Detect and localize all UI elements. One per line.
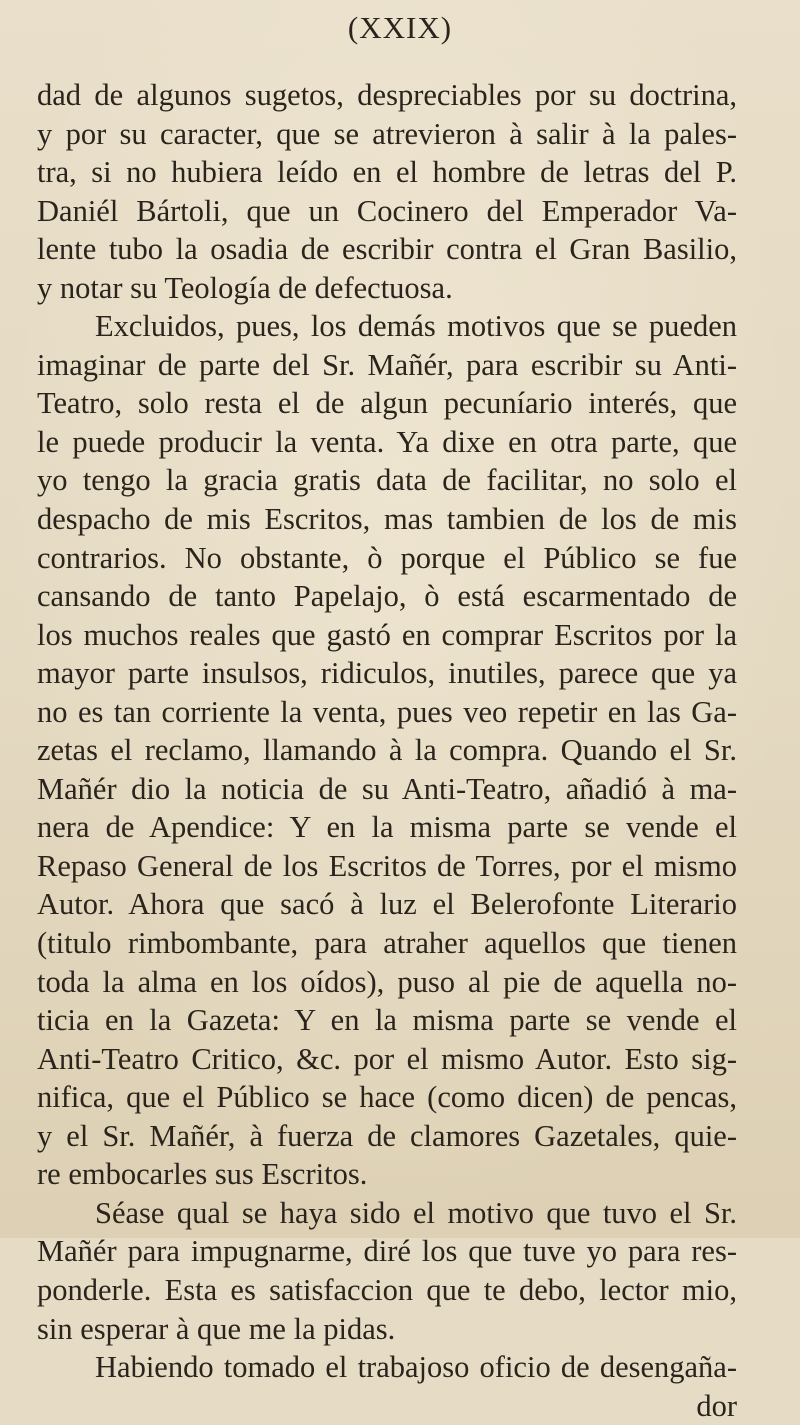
text-line: Séase qual se haya sido el motivo que tuvo el Sr. — [95, 1195, 737, 1230]
text-line: contrarios. No obstante, ò porque el Público se fue — [37, 540, 737, 575]
text-line: Anti-Teatro Critico, &c. por el mismo Autor. Esto sig- — [37, 1041, 737, 1076]
text-line: (titulo rimbombante, para atraher aquellos que tienen — [37, 926, 737, 961]
text-line: Teatro, solo resta el de algun pecuníario interés, que — [37, 386, 737, 421]
text-line: re embocarles sus Escritos. — [37, 1157, 368, 1192]
catchword: dor — [696, 1388, 737, 1423]
text-line: cansando de tanto Papelajo, ò está escarmentado de — [37, 579, 737, 614]
text-line: y notar su Teología de defectuosa. — [37, 270, 453, 305]
text-line: Daniél Bártoli, que un Cocinero del Emperador Va- — [37, 193, 737, 228]
text-line: dad de algunos sugetos, despreciables por su doctrina, — [37, 78, 737, 112]
text-line: Autor. Ahora que sacó à luz el Belerofonte Literario — [37, 887, 737, 922]
text-line: le puede producir la venta. Ya dixe en otra parte, que — [37, 424, 737, 459]
text-line: no es tan corriente la venta, pues veo repetir en las Ga- — [37, 694, 737, 729]
text-line: los muchos reales que gastó en comprar Escritos por la — [37, 617, 737, 652]
text-line: tra, si no hubiera leído en el hombre de letras del P. — [37, 155, 737, 190]
text-line: imaginar de parte del Sr. Mañér, para escribir su Anti- — [37, 347, 737, 382]
text-line: mayor parte insulsos, ridiculos, inutiles, parece que ya — [37, 656, 737, 691]
body-text — [37, 76, 737, 1425]
text-line: y el Sr. Mañér, à fuerza de clamores Gazetales, quie- — [37, 1118, 737, 1153]
text-line: ponderle. Esta es satisfaccion que te debo, lector mio, — [37, 1272, 737, 1307]
text-line: Repaso General de los Escritos de Torres, por el mismo — [37, 848, 737, 883]
text-line: despacho de mis Escritos, mas tambien de los de mis — [37, 502, 737, 537]
text-line: toda la alma en los oídos), puso al pie de aquella no- — [37, 964, 737, 999]
text-line: lente tubo la osadia de escribir contra el Gran Basilio, — [37, 232, 737, 267]
text-line: Excluidos, pues, los demás motivos que se pueden — [95, 309, 737, 344]
text-line: nera de Apendice: Y en la misma parte se vende el — [37, 810, 737, 845]
text-line: sin esperar à que me la pidas. — [37, 1311, 396, 1346]
text-line: ticia en la Gazeta: Y en la misma parte se vende el — [37, 1003, 737, 1038]
text-line: y por su caracter, que se atrevieron à salir à la pales- — [37, 116, 737, 151]
page-number-header: (XXIX) — [347, 10, 453, 45]
text-line: Habiendo tomado el trabajoso oficio de desengaña- — [95, 1350, 737, 1385]
text-line: zetas el reclamo, llamando à la compra. Quando el Sr. — [37, 733, 737, 768]
text-line: Mañér dio la noticia de su Anti-Teatro, añadió à ma- — [37, 771, 737, 806]
text-line: nifica, que el Público se hace (como dicen) de pencas, — [37, 1080, 737, 1115]
text-line: Mañér para impugnarme, diré los que tuve yo para res- — [37, 1234, 737, 1269]
text-line: yo tengo la gracia gratis data de facilitar, no solo el — [37, 463, 737, 498]
